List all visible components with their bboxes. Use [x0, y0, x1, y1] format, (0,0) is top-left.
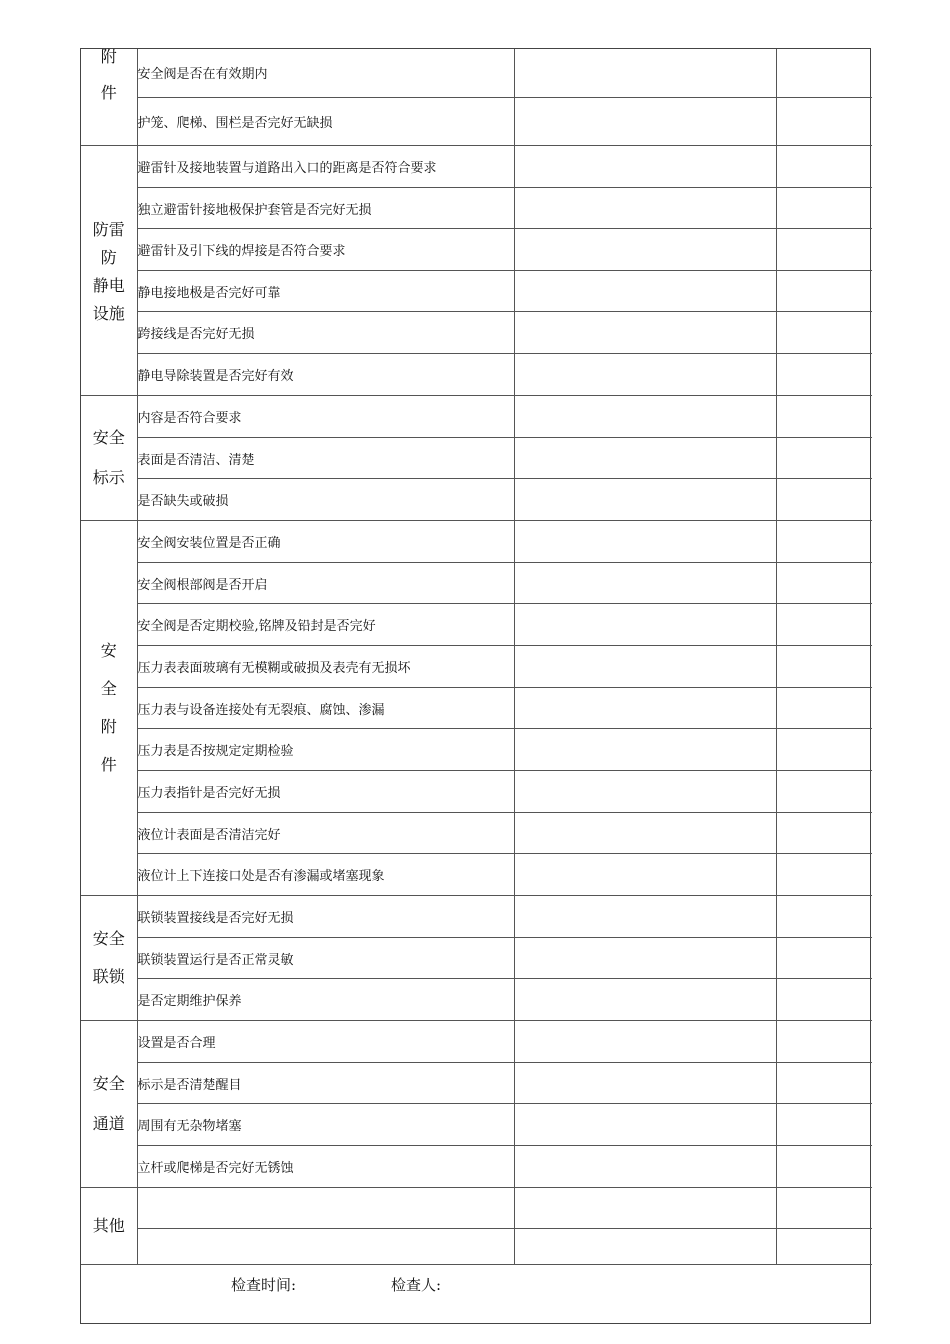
checklist-row [81, 188, 872, 229]
checklist-row [81, 938, 872, 979]
check-item: 液位计表面是否清洁完好 [137, 813, 514, 854]
result-cell[interactable] [514, 1188, 776, 1229]
remark-cell[interactable] [776, 479, 872, 521]
checklist-row [81, 312, 872, 354]
category-label: 安全 [92, 428, 125, 447]
category-label: 防雷 [92, 219, 125, 239]
category-label: 件 [100, 755, 117, 774]
remark-cell[interactable] [776, 604, 872, 646]
category-cell [81, 396, 137, 521]
result-cell[interactable] [514, 1229, 776, 1265]
checklist-row [81, 1021, 872, 1063]
checklist-row [81, 854, 872, 896]
category-cell [81, 521, 137, 896]
check-item: 压力表与设备连接处有无裂痕、腐蚀、渗漏 [137, 688, 514, 729]
category-label: 防 [100, 247, 117, 267]
remark-cell[interactable] [776, 97, 872, 145]
checklist-row [81, 688, 872, 729]
check-item: 避雷针及接地装置与道路出入口的距离是否符合要求 [137, 146, 514, 188]
category-label: 附 [100, 47, 117, 66]
category-label: 静电 [92, 275, 125, 295]
checklist-row [81, 896, 872, 938]
checklist-row [81, 771, 872, 813]
checklist-row [81, 979, 872, 1021]
remark-cell[interactable] [776, 438, 872, 479]
result-cell[interactable] [514, 1063, 776, 1104]
category-label: 全 [100, 679, 117, 698]
check-item: 安全阀是否定期校验,铭牌及铅封是否完好 [137, 604, 514, 646]
result-cell[interactable] [514, 813, 776, 854]
category-label: 件 [100, 83, 117, 102]
remark-cell[interactable] [776, 146, 872, 188]
remark-cell[interactable] [776, 646, 872, 688]
remark-cell[interactable] [776, 979, 872, 1021]
remark-cell[interactable] [776, 229, 872, 271]
remark-cell[interactable] [776, 729, 872, 771]
check-item: 静电导除装置是否完好有效 [137, 354, 514, 396]
result-cell[interactable] [514, 646, 776, 688]
remark-cell[interactable] [776, 1104, 872, 1146]
check-item: 内容是否符合要求 [137, 396, 514, 438]
result-cell[interactable] [514, 1104, 776, 1146]
category-cell [81, 896, 137, 1021]
check-item: 压力表是否按规定定期检验 [137, 729, 514, 771]
remark-cell[interactable] [776, 354, 872, 396]
result-cell[interactable] [514, 896, 776, 938]
result-cell[interactable] [514, 521, 776, 563]
checklist-row [81, 1146, 872, 1188]
remark-cell[interactable] [776, 1063, 872, 1104]
check-item: 立杆或爬梯是否完好无锈蚀 [137, 1146, 514, 1188]
remark-cell[interactable] [776, 521, 872, 563]
checklist-row [81, 97, 872, 145]
checklist-row [81, 604, 872, 646]
check-item: 联锁装置接线是否完好无损 [137, 896, 514, 938]
result-cell[interactable] [514, 97, 776, 145]
inspector-label: 检查人: [391, 1276, 442, 1294]
category-label: 安 [100, 641, 117, 660]
category-cell [81, 1188, 137, 1265]
category-label: 联锁 [92, 967, 125, 986]
result-cell[interactable] [514, 396, 776, 438]
check-item: 安全阀安装位置是否正确 [137, 521, 514, 563]
category-label: 安全 [92, 929, 125, 948]
remark-cell[interactable] [776, 688, 872, 729]
checklist-row [81, 646, 872, 688]
checklist-row [81, 229, 872, 271]
remark-cell[interactable] [776, 396, 872, 438]
category-cell [81, 49, 137, 146]
footer-row [81, 1265, 870, 1323]
result-cell[interactable] [514, 438, 776, 479]
check-item: 跨接线是否完好无损 [137, 312, 514, 354]
check-item: 独立避雷针接地极保护套管是否完好无损 [137, 188, 514, 229]
result-cell[interactable] [514, 49, 776, 97]
category-cell [81, 1021, 137, 1188]
checklist-table [81, 49, 872, 1265]
remark-cell[interactable] [776, 1021, 872, 1063]
checklist-row [81, 1063, 872, 1104]
check-item: 静电接地极是否完好可靠 [137, 271, 514, 312]
result-cell[interactable] [514, 146, 776, 188]
remark-cell[interactable] [776, 938, 872, 979]
result-cell[interactable] [514, 312, 776, 354]
category-label: 设施 [92, 303, 125, 323]
checklist-row [81, 146, 872, 188]
category-label: 标示 [92, 468, 125, 487]
result-cell[interactable] [514, 229, 776, 271]
check-item: 避雷针及引下线的焊接是否符合要求 [137, 229, 514, 271]
check-item: 压力表表面玻璃有无模糊或破损及表壳有无损坏 [137, 646, 514, 688]
checklist-row [81, 1188, 872, 1229]
check-item: 安全阀是否在有效期内 [137, 49, 514, 97]
check-item [137, 1229, 514, 1265]
remark-cell[interactable] [776, 1146, 872, 1188]
check-item: 联锁装置运行是否正常灵敏 [137, 938, 514, 979]
inspection-checklist-sheet [80, 48, 871, 1324]
remark-cell[interactable] [776, 1188, 872, 1229]
checklist-row [81, 563, 872, 604]
checklist-row [81, 479, 872, 521]
remark-cell[interactable] [776, 188, 872, 229]
remark-cell[interactable] [776, 312, 872, 354]
remark-cell[interactable] [776, 563, 872, 604]
check-item: 液位计上下连接口处是否有渗漏或堵塞现象 [137, 854, 514, 896]
result-cell[interactable] [514, 688, 776, 729]
checklist-row [81, 813, 872, 854]
result-cell[interactable] [514, 1021, 776, 1063]
checklist-row [81, 49, 872, 97]
category-label: 安全 [92, 1074, 125, 1093]
checklist-row [81, 1229, 872, 1265]
remark-cell[interactable] [776, 771, 872, 813]
remark-cell[interactable] [776, 1229, 872, 1265]
result-cell[interactable] [514, 354, 776, 396]
check-item: 安全阀根部阀是否开启 [137, 563, 514, 604]
check-item [137, 1188, 514, 1229]
inspection-time-label: 检查时间: [231, 1276, 297, 1294]
result-cell[interactable] [514, 979, 776, 1021]
checklist-row [81, 729, 872, 771]
result-cell[interactable] [514, 854, 776, 896]
remark-cell[interactable] [776, 896, 872, 938]
remark-cell[interactable] [776, 854, 872, 896]
result-cell[interactable] [514, 1146, 776, 1188]
check-item: 是否缺失或破损 [137, 479, 514, 521]
category-label: 通道 [92, 1114, 125, 1133]
result-cell[interactable] [514, 729, 776, 771]
result-cell[interactable] [514, 604, 776, 646]
checklist-row [81, 271, 872, 312]
checklist-row [81, 438, 872, 479]
result-cell[interactable] [514, 771, 776, 813]
check-item: 压力表指针是否完好无损 [137, 771, 514, 813]
check-item: 标示是否清楚醒目 [137, 1063, 514, 1104]
check-item: 表面是否清洁、清楚 [137, 438, 514, 479]
category-cell [81, 146, 137, 396]
remark-cell[interactable] [776, 813, 872, 854]
remark-cell[interactable] [776, 271, 872, 312]
category-label: 附 [100, 717, 117, 736]
check-item: 护笼、爬梯、围栏是否完好无缺损 [137, 97, 514, 145]
category-label: 其他 [92, 1216, 125, 1235]
checklist-row [81, 396, 872, 438]
check-item: 设置是否合理 [137, 1021, 514, 1063]
remark-cell[interactable] [776, 49, 872, 97]
result-cell[interactable] [514, 271, 776, 312]
checklist-row [81, 521, 872, 563]
check-item: 周围有无杂物堵塞 [137, 1104, 514, 1146]
check-item: 是否定期维护保养 [137, 979, 514, 1021]
checklist-row [81, 1104, 872, 1146]
result-cell[interactable] [514, 188, 776, 229]
result-cell[interactable] [514, 563, 776, 604]
result-cell[interactable] [514, 479, 776, 521]
checklist-row [81, 354, 872, 396]
result-cell[interactable] [514, 938, 776, 979]
